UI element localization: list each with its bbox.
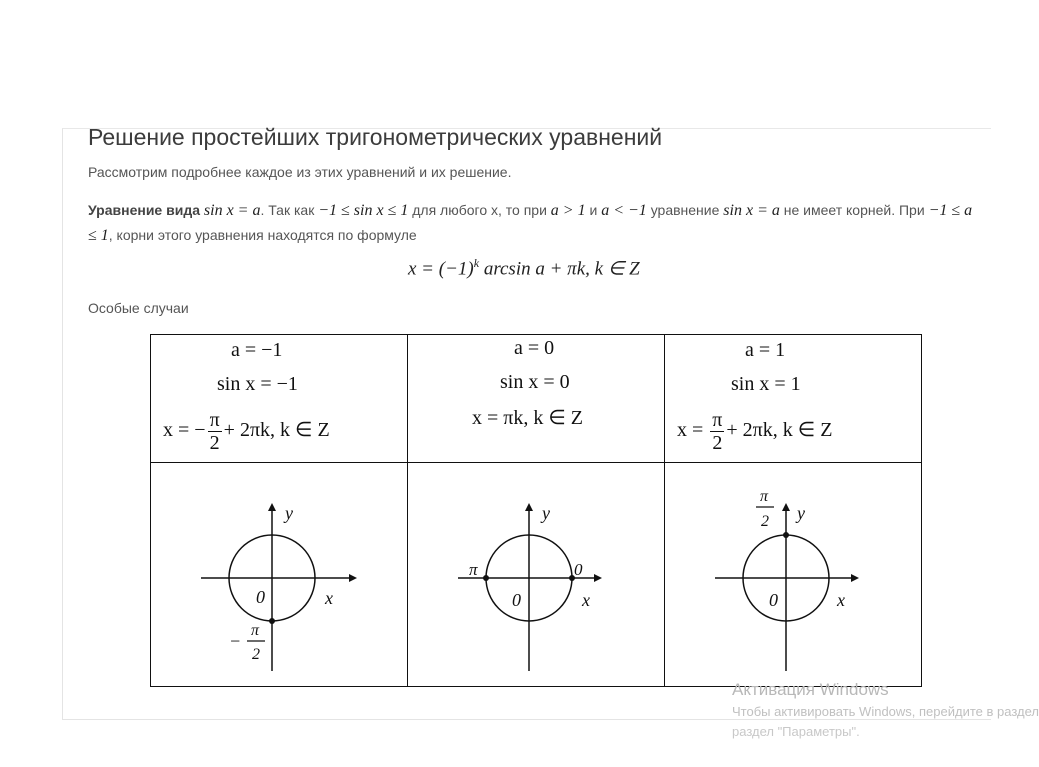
case1-sin-equation: sin x = −1 (217, 373, 298, 395)
case-cell-minus-one (151, 335, 408, 463)
x-axis-label: x (837, 590, 845, 610)
equation-description (88, 198, 980, 248)
case3-solution (677, 409, 832, 454)
two-denominator-label: 2 (761, 513, 769, 530)
unit-circle-cell-one (665, 463, 922, 687)
case-cell-one (665, 335, 922, 463)
case2-sin-equation: sin x = 0 (500, 371, 570, 393)
x-axis-label: x (582, 590, 590, 610)
case3-a-equation: a = 1 (745, 339, 786, 361)
para-text-1: . Так как (260, 202, 315, 218)
case3-frac-den: 2 (712, 432, 723, 454)
para-text-2: для любого x, то при (412, 202, 547, 218)
zero-point-label: 0 (574, 560, 583, 579)
windows-activation-text-cut: раздел "Параметры". (732, 724, 860, 739)
x-axis-label: x (325, 588, 333, 608)
special-cases-label: Особые случаи (88, 300, 189, 316)
y-axis-label: y (285, 503, 293, 523)
minus-sign-label: − (229, 631, 242, 651)
case3-fraction (710, 409, 724, 454)
case2-a-equation: a = 0 (514, 337, 555, 359)
case3-sin-equation: sin x = 1 (731, 373, 801, 395)
pi-numerator-label: π (251, 622, 260, 639)
formula-exponent: k (473, 256, 480, 270)
para-math-3: a < −1 (601, 202, 647, 219)
case3-sol-prefix: x = (677, 419, 709, 442)
case1-a-equation: a = −1 (231, 339, 283, 361)
origin-label: 0 (769, 590, 778, 610)
pi-point-label: π (469, 560, 478, 579)
case-cell-zero (408, 335, 665, 463)
special-cases-table (150, 334, 922, 687)
para-text-5: не имеет корней. При (783, 202, 925, 218)
unit-circle-cell-zero (408, 463, 665, 687)
para-math-1: −1 ≤ sin x ≤ 1 (318, 202, 409, 219)
case1-sol-suffix: + 2πk, k ∈ Z (223, 419, 330, 442)
para-text-6: , корни этого уравнения находятся по формуле (108, 227, 417, 243)
y-axis-label: y (542, 503, 550, 523)
two-denominator-label: 2 (252, 646, 260, 663)
case3-sol-suffix: + 2πk, k ∈ Z (726, 419, 833, 442)
para-text-4: уравнение (650, 202, 720, 218)
pi-numerator-label: π (760, 488, 769, 505)
unit-circle-diagram-1 (151, 463, 407, 686)
para-math-5: −1 ≤ a ≤ 1 (88, 202, 973, 244)
origin-label: 0 (512, 590, 521, 610)
intro-text: Рассмотрим подробнее каждое из этих уравнений и их решение. (88, 164, 512, 180)
page-title: Решение простейших тригонометрических уравнений (88, 124, 663, 150)
unit-circle-diagram-2 (408, 463, 664, 686)
case3-frac-num: π (712, 409, 723, 431)
windows-activation-title: Активация Windows (732, 680, 889, 699)
point-minus-pi-half (269, 618, 275, 624)
y-axis-label: y (797, 503, 805, 523)
case1-solution (163, 409, 330, 454)
general-solution-formula (408, 256, 640, 280)
case1-sol-prefix: x = − (163, 419, 206, 442)
point-pi-half (783, 532, 789, 538)
origin-label: 0 (256, 587, 265, 607)
para-math-4: sin x = a (723, 202, 780, 219)
unit-circle-cell-minus-one (151, 463, 408, 687)
case1-fraction (208, 409, 222, 454)
lead-math: sin x = a (203, 202, 261, 219)
para-text-3: и (589, 202, 598, 218)
formula-prefix: x = (−1) (408, 258, 474, 280)
para-math-2: a > 1 (550, 202, 586, 219)
case2-solution: x = πk, k ∈ Z (472, 407, 584, 429)
case1-frac-num: π (209, 409, 220, 431)
windows-activation-text: Чтобы активировать Windows, перейдите в раздел (732, 704, 1039, 719)
case1-frac-den: 2 (209, 432, 220, 454)
unit-circle-diagram-3 (665, 463, 921, 686)
formula-body: arcsin a + πk, k ∈ Z (479, 258, 640, 280)
point-pi (483, 575, 489, 581)
lead-text: Уравнение вида (88, 202, 200, 218)
top-blank-area (0, 0, 1024, 100)
